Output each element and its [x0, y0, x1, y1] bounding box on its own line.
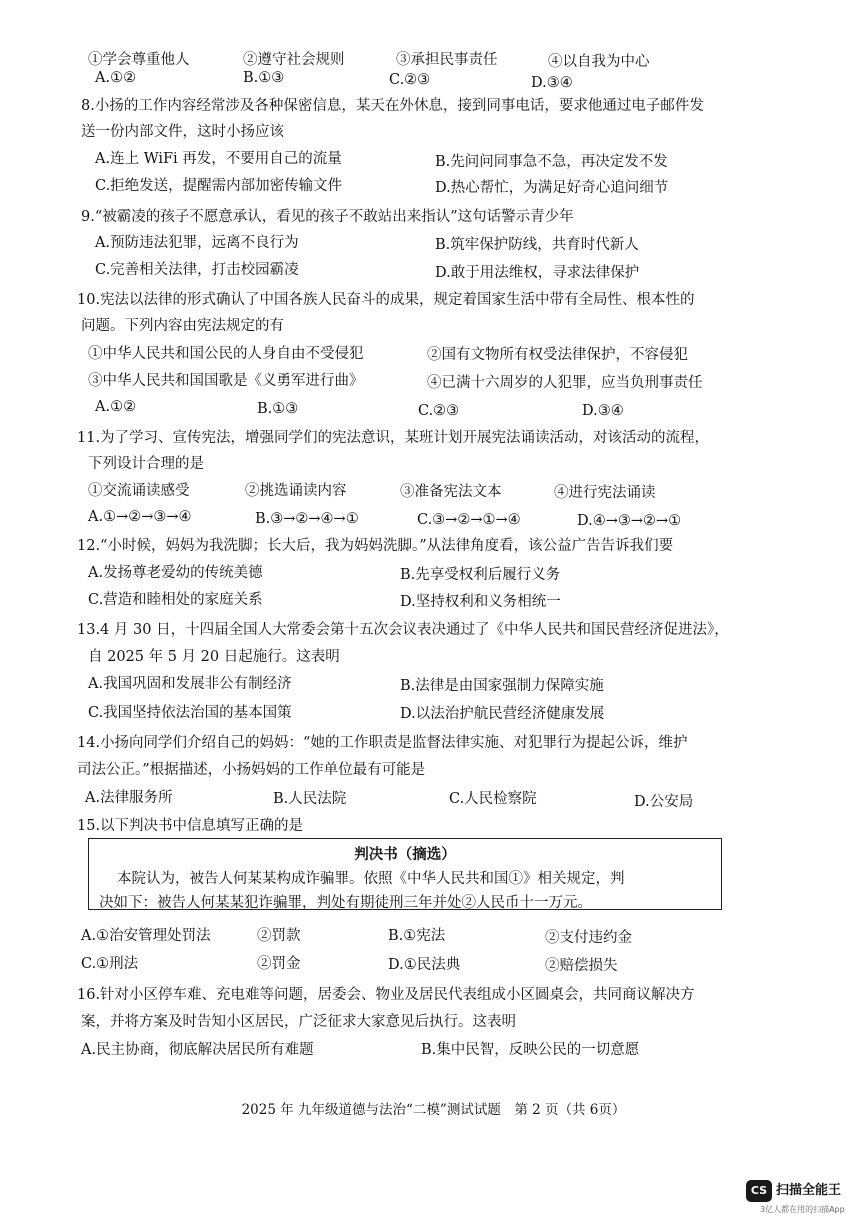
q7-statement-1: ①学会尊重他人 [88, 52, 190, 68]
judgment-title: 判决书（摘选） [354, 846, 456, 863]
q16-option-b: B.集中民智，反映公民的一切意愿 [421, 1042, 640, 1058]
q13-stem-line1: 13.4 月 30 日，十四届全国人大常委会第十五次会议表决通过了《中华人民共和国民营经济促进法》， [77, 622, 729, 638]
q15-option-b-part2: ②支付违约金 [545, 930, 632, 946]
q7-option-c: C.②③ [389, 72, 431, 88]
judgment-text-line2: 决如下：被告人何某某犯诈骗罪，判处有期徒刑三年并处②人民币十一万元。 [99, 895, 592, 911]
q11-option-b: B.③→②→④→① [255, 511, 359, 527]
q10-option-d: D.③④ [582, 403, 624, 419]
q10-stem-line2: 问题。下列内容由宪法规定的有 [81, 318, 284, 334]
q13-stem-line2: 自 2025 年 5 月 20 日起施行。这表明 [88, 649, 340, 665]
q12-option-c: C.营造和睦相处的家庭关系 [88, 592, 263, 608]
q15-option-c-part2: ②罚金 [257, 956, 301, 972]
q16-option-a: A.民主协商，彻底解决居民所有难题 [81, 1042, 314, 1058]
q12-option-a: A.发扬尊老爱幼的传统美德 [88, 565, 263, 581]
q10-statement-4: ④已满十六周岁的人犯罪，应当负刑事责任 [427, 375, 703, 391]
q11-statement-1: ①交流诵读感受 [88, 483, 190, 499]
q7-option-b: B.①③ [243, 70, 285, 86]
q11-statement-3: ③准备宪法文本 [400, 484, 502, 500]
q10-option-a: A.①② [95, 399, 137, 415]
q11-stem-line2: 下列设计合理的是 [88, 456, 204, 472]
cs-logo-icon: CS [746, 1180, 772, 1202]
q11-option-c: C.③→②→①→④ [417, 512, 521, 528]
q16-stem-line2: 案，并将方案及时告知小区居民，广泛征求大家意见后执行。这表明 [81, 1014, 516, 1030]
q14-stem-line1: 14.小扬向同学们介绍自己的妈妈：“她的工作职责是监督法律实施、对犯罪行为提起公诉，维护 [77, 735, 688, 751]
q10-statement-1: ①中华人民共和国公民的人身自由不受侵犯 [88, 346, 364, 362]
q11-stem-line1: 11.为了学习、宣传宪法，增强同学们的宪法意识，某班计划开展宪法诵读活动，对该活动的流程， [77, 430, 710, 446]
scanner-logo [746, 1178, 862, 1218]
q13-option-c: C.我国坚持依法治国的基本国策 [88, 705, 292, 721]
q7-option-a: A.①② [95, 70, 137, 86]
judgment-excerpt-box [88, 838, 722, 910]
q13-option-a: A.我国巩固和发展非公有制经济 [88, 676, 292, 692]
q8-option-a: A.连上 WiFi 再发，不要用自己的流量 [95, 151, 342, 167]
q9-option-c: C.完善相关法律，打击校园霸凌 [95, 262, 299, 278]
q14-option-a: A.法律服务所 [85, 790, 173, 806]
q8-stem-line1: 8.小扬的工作内容经常涉及各种保密信息，某天在外休息，接到同事电话，要求他通过电子邮件发 [81, 98, 704, 114]
q15-option-d-part2: ②赔偿损失 [545, 958, 618, 974]
q12-option-b: B.先享受权利后履行义务 [400, 567, 561, 583]
q12-stem: 12.“小时候，妈妈为我洗脚；长大后，我为妈妈洗脚。”从法律角度看，该公益广告告诉我们要 [77, 538, 674, 554]
q10-statement-3: ③中华人民共和国国歌是《义勇军进行曲》 [88, 373, 364, 389]
q12-option-d: D.坚持权利和义务相统一 [400, 594, 561, 610]
q16-stem-line1: 16.针对小区停车难、充电难等问题，居委会、物业及居民代表组成小区圆桌会，共同商议解决方 [77, 987, 695, 1003]
scanner-app-name: 扫描全能王 [776, 1183, 842, 1198]
q10-option-b: B.①③ [257, 401, 299, 417]
q15-option-a-part1: A.①治安管理处罚法 [81, 928, 211, 944]
q9-stem: 9.“被霸凌的孩子不愿意承认，看见的孩子不敢站出来指认”这句话警示青少年 [81, 209, 574, 225]
q9-option-d: D.敢于用法维权，寻求法律保护 [435, 265, 640, 281]
q14-option-c: C.人民检察院 [449, 791, 537, 807]
q9-option-b: B.筑牢保护防线，共育时代新人 [435, 237, 639, 253]
q15-option-c-part1: C.①刑法 [81, 956, 139, 972]
q11-option-d: D.④→③→②→① [577, 513, 682, 529]
q14-option-d: D.公安局 [634, 794, 694, 810]
q11-option-a: A.①→②→③→④ [88, 509, 192, 525]
q13-option-d: D.以法治护航民营经济健康发展 [400, 706, 605, 722]
q7-statement-4: ④以自我为中心 [548, 54, 650, 70]
q8-option-d: D.热心帮忙，为满足好奇心追问细节 [435, 180, 669, 196]
q7-statement-3: ③承担民事责任 [396, 52, 498, 68]
judgment-text-line1: 本院认为，被告人何某某构成诈骗罪。依照《中华人民共和国①》相关规定，判 [117, 871, 625, 887]
page-footer: 2025 年 九年级道德与法治“二模”测试试题 第 2 页（共 6页） [241, 1102, 626, 1118]
scanner-tagline: 3亿人都在用的扫描App [760, 1205, 845, 1214]
q7-option-d: D.③④ [531, 75, 573, 91]
q11-statement-2: ②挑选诵读内容 [245, 483, 347, 499]
q15-stem: 15.以下判决书中信息填写正确的是 [77, 818, 304, 834]
q8-option-c: C.拒绝发送，提醒需内部加密传输文件 [95, 178, 343, 194]
q11-statement-4: ④进行宪法诵读 [554, 485, 656, 501]
q10-stem-line1: 10.宪法以法律的形式确认了中国各族人民奋斗的成果，规定着国家生活中带有全局性、根本性的 [77, 292, 695, 308]
q15-option-b-part1: B.①宪法 [388, 928, 446, 944]
q8-option-b: B.先问问同事急不急，再决定发不发 [435, 154, 668, 170]
q9-option-a: A.预防违法犯罪，远离不良行为 [95, 235, 299, 251]
q8-stem-line2: 送一份内部文件，这时小扬应该 [81, 124, 284, 140]
q10-statement-2: ②国有文物所有权受法律保护，不容侵犯 [427, 347, 688, 363]
q10-option-c: C.②③ [418, 403, 460, 419]
q14-option-b: B.人民法院 [273, 791, 347, 807]
q13-option-b: B.法律是由国家强制力保障实施 [400, 678, 604, 694]
q14-stem-line2: 司法公正。”根据描述，小扬妈妈的工作单位最有可能是 [77, 762, 426, 778]
q15-option-a-part2: ②罚款 [257, 928, 301, 944]
q7-statement-2: ②遵守社会规则 [243, 52, 345, 68]
q15-option-d-part1: D.①民法典 [388, 957, 461, 973]
